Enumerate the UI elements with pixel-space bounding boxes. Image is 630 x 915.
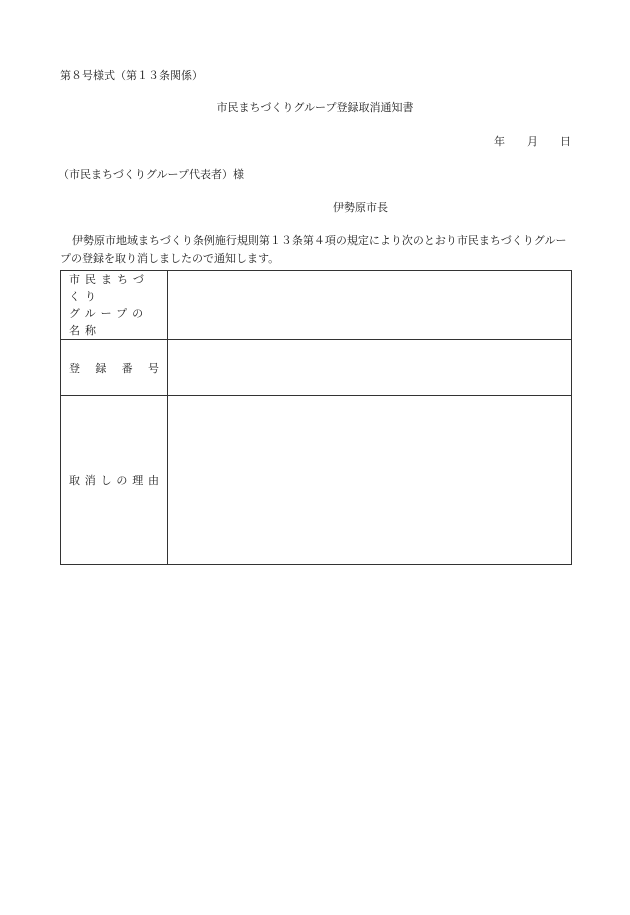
label-char: 消 [84,474,96,487]
body-text: 伊勢原市地域まちづくり条例施行規則第１３条第４項の規定により次のとおり市民まちづくりグループの登録を取り消しましたので通知します。 [60,234,567,265]
issuer: 伊勢原市長 [333,201,388,214]
group-name-label-line1: 市民まちづくり [69,273,149,303]
label-char: 録 [95,361,107,375]
label-char: 由 [147,474,159,487]
detail-table [60,270,572,565]
date-line [494,133,571,149]
label-char: 登 [69,361,80,375]
label-char: し [100,474,112,487]
registration-number-label [61,340,168,396]
registration-number-value[interactable] [168,340,572,396]
form-number: 第８号様式（第１３条関係） [60,69,203,82]
label-char: 取 [69,474,80,487]
group-name-value[interactable] [168,271,572,340]
addressee: （市民まちづくりグループ代表者）様 [58,168,245,181]
label-char: 理 [132,474,144,487]
group-name-label [61,271,168,340]
table-row-registration-number [61,340,572,396]
cancellation-reason-value[interactable] [168,396,572,565]
label-char: の [116,474,128,487]
day-label: 日 [560,135,571,148]
label-char: 号 [147,361,159,375]
label-char: 番 [121,361,133,375]
cancellation-reason-label [61,396,168,565]
document-title: 市民まちづくりグループ登録取消通知書 [216,101,414,114]
year-label: 年 [494,135,505,148]
group-name-label-line2: グループの名称 [69,307,149,337]
month-label: 月 [527,135,538,148]
table-row-group-name [61,271,572,340]
table-row-cancellation-reason [61,396,572,565]
